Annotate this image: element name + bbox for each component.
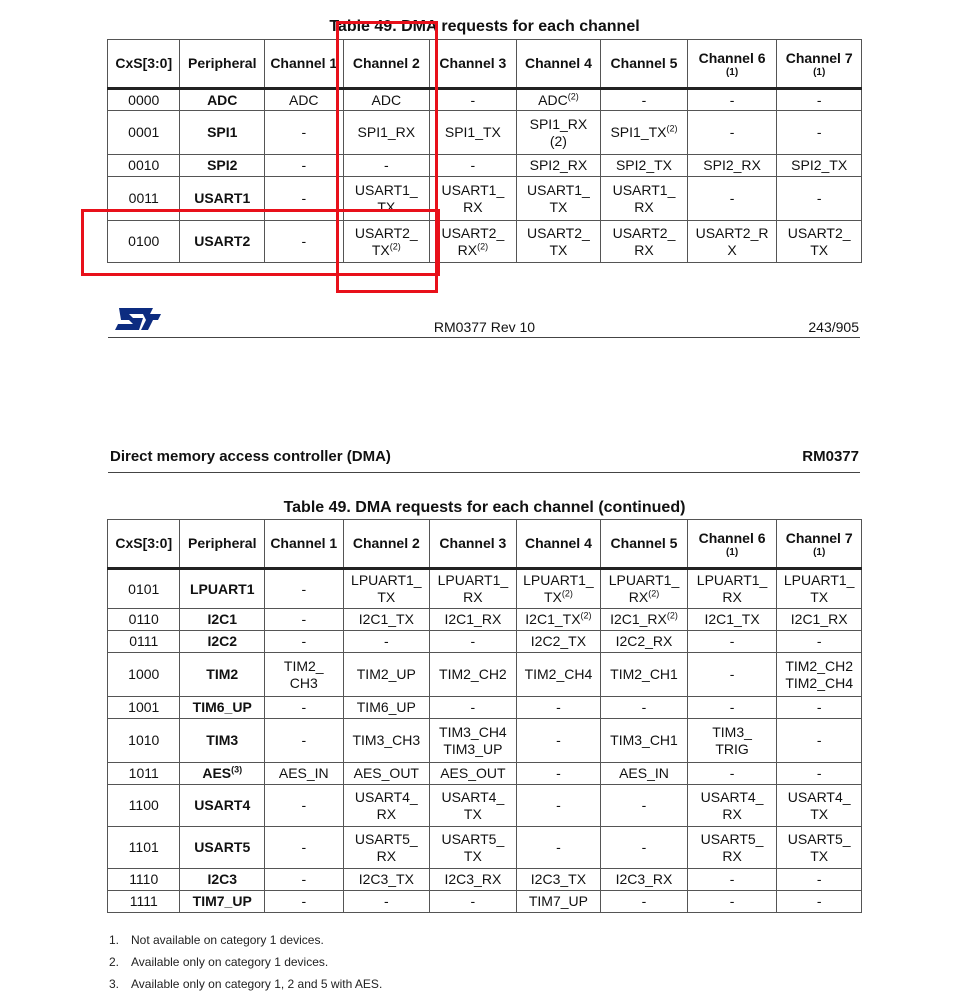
channel-cell: I2C3_TX (516, 869, 601, 891)
peripheral-cell: TIM6_UP (180, 697, 265, 719)
channel-cell: TIM3_ TRIG (687, 719, 777, 763)
channel-cell: AES_IN (601, 763, 688, 785)
channel-cell: USART1_ RX (430, 177, 517, 221)
column-header: CxS[3:0] (108, 520, 180, 569)
channel-cell: - (265, 155, 344, 177)
doc-ref: RM0377 (802, 448, 859, 465)
channel-cell: AES_OUT (343, 763, 430, 785)
channel-cell: ADC (265, 89, 344, 111)
table-row (108, 569, 862, 609)
channel-cell: LPUART1_ TX (343, 569, 430, 609)
channel-cell: - (777, 763, 862, 785)
column-header: Channel 7 (1) (777, 40, 862, 89)
channel-cell: ADC$^{(2)}$ (516, 89, 601, 111)
table-row (108, 719, 862, 763)
cxs-code-cell: 0011 (108, 177, 180, 221)
channel-cell: - (687, 891, 777, 913)
channel-cell: I2C1_TX$^{(2)}$ (516, 609, 601, 631)
channel-cell: I2C1_RX (777, 609, 862, 631)
footnote-ref: (3) (231, 764, 243, 775)
column-header: Channel 7 (1) (777, 520, 862, 569)
channel-cell: USART2_ TX$^{(2)}$ (343, 221, 430, 263)
cxs-code-cell: 0100 (108, 221, 180, 263)
table-row (108, 785, 862, 827)
channel-cell: SPI1_RX (343, 111, 430, 155)
channel-cell: I2C3_TX (343, 869, 430, 891)
channel-cell: TIM3_CH1 (601, 719, 688, 763)
channel-cell: TIM2_CH2 (430, 653, 517, 697)
cxs-code-cell: 0001 (108, 111, 180, 155)
footnote: 3. Available only on category 1, 2 and 5 with AES. (109, 977, 383, 991)
table-row (108, 609, 862, 631)
channel-cell: - (601, 785, 688, 827)
cxs-code-cell: 0010 (108, 155, 180, 177)
channel-cell: SPI2_TX (777, 155, 862, 177)
channel-cell: - (777, 111, 862, 155)
column-header: Channel 6 (1) (687, 40, 777, 89)
channel-cell: - (343, 891, 430, 913)
channel-cell: - (777, 719, 862, 763)
channel-cell: TIM7_UP (516, 891, 601, 913)
channel-cell: USART4_ TX (430, 785, 517, 827)
channel-cell: - (265, 221, 344, 263)
channel-cell: USART1_ RX (601, 177, 688, 221)
peripheral-cell: SPI2 (180, 155, 265, 177)
table-row (108, 891, 862, 913)
channel-cell: I2C1_RX$^{(2)}$ (601, 609, 688, 631)
cxs-code-cell: 1100 (108, 785, 180, 827)
channel-cell: - (265, 719, 344, 763)
table-row (108, 827, 862, 869)
channel-cell: SPI2_RX (687, 155, 777, 177)
channel-cell: I2C2_TX (516, 631, 601, 653)
channel-cell: USART5_ RX (687, 827, 777, 869)
table-header-row (108, 40, 862, 89)
channel-cell: TIM2_CH4 (516, 653, 601, 697)
channel-cell: TIM3_CH4 TIM3_UP (430, 719, 517, 763)
channel-cell: TIM3_CH3 (343, 719, 430, 763)
channel-cell: USART2_ RX$^{(2)}$ (430, 221, 517, 263)
channel-cell: SPI1_TX$^{(2)}$ (601, 111, 688, 155)
dma-requests-table-continued (107, 519, 862, 913)
channel-cell: LPUART1_ RX (430, 569, 517, 609)
cxs-code-cell: 1111 (108, 891, 180, 913)
channel-cell: AES_IN (265, 763, 344, 785)
channel-cell: - (777, 891, 862, 913)
footnote-ref: (2) (389, 240, 401, 251)
peripheral-cell: TIM7_UP (180, 891, 265, 913)
peripheral-cell: I2C2 (180, 631, 265, 653)
channel-cell: - (265, 609, 344, 631)
channel-cell: - (265, 177, 344, 221)
cxs-code-cell: 1110 (108, 869, 180, 891)
column-header: Channel 5 (601, 40, 688, 89)
table-row (108, 869, 862, 891)
footnote-ref: (2) (666, 610, 678, 621)
column-header: Peripheral (180, 40, 265, 89)
highlight-box-usart2-row (81, 209, 440, 276)
cxs-code-cell: 0101 (108, 569, 180, 609)
channel-cell: SPI2_TX (601, 155, 688, 177)
table-row (108, 111, 862, 155)
channel-cell: LPUART1_ TX$^{(2)}$ (516, 569, 601, 609)
channel-cell: I2C3_RX (430, 869, 517, 891)
footnote-ref: (2) (567, 90, 579, 101)
channel-cell: - (430, 631, 517, 653)
channel-cell: TIM2_CH1 (601, 653, 688, 697)
footnote-ref: (2) (580, 610, 592, 621)
column-header: CxS[3:0] (108, 40, 180, 89)
channel-cell: - (687, 653, 777, 697)
channel-cell: - (265, 891, 344, 913)
doc-revision: RM0377 Rev 10 (433, 319, 536, 335)
channel-cell: - (265, 569, 344, 609)
channel-cell: - (777, 631, 862, 653)
channel-cell: USART2_ TX (777, 221, 862, 263)
footnote-ref: (2) (648, 588, 660, 599)
cxs-code-cell: 0000 (108, 89, 180, 111)
channel-cell: I2C3_RX (601, 869, 688, 891)
channel-cell: - (265, 631, 344, 653)
channel-cell: - (687, 89, 777, 111)
column-header: Channel 2 (343, 520, 430, 569)
table-row (108, 653, 862, 697)
channel-cell: SPI1_TX (430, 111, 517, 155)
channel-cell: - (265, 869, 344, 891)
table-row (108, 155, 862, 177)
footnote-ref: (2) (666, 123, 678, 134)
channel-cell: - (687, 763, 777, 785)
column-header: Channel 3 (430, 520, 517, 569)
channel-cell: - (687, 111, 777, 155)
channel-cell: SPI1_RX (2) (516, 111, 601, 155)
channel-cell: - (601, 697, 688, 719)
channel-cell: - (516, 697, 601, 719)
peripheral-cell: AES$^{(3)}$ (180, 763, 265, 785)
channel-cell: - (516, 827, 601, 869)
cxs-code-cell: 1001 (108, 697, 180, 719)
header-divider (108, 472, 860, 473)
channel-cell: - (777, 177, 862, 221)
channel-cell: - (516, 763, 601, 785)
channel-cell: USART1_ TX (516, 177, 601, 221)
channel-cell: USART5_ RX (343, 827, 430, 869)
column-header: Channel 3 (430, 40, 517, 89)
channel-cell: LPUART1_ TX (777, 569, 862, 609)
channel-cell: ADC (343, 89, 430, 111)
channel-cell: USART1_ TX (343, 177, 430, 221)
channel-cell: I2C2_RX (601, 631, 688, 653)
peripheral-cell: USART2 (180, 221, 265, 263)
section-title: Direct memory access controller (DMA) (110, 448, 391, 465)
peripheral-cell: ADC (180, 89, 265, 111)
peripheral-cell: USART1 (180, 177, 265, 221)
peripheral-cell: LPUART1 (180, 569, 265, 609)
column-header: Channel 6 (1) (687, 520, 777, 569)
channel-cell: USART2_ TX (516, 221, 601, 263)
channel-cell: - (265, 697, 344, 719)
channel-cell: - (687, 177, 777, 221)
column-header: Channel 5 (601, 520, 688, 569)
peripheral-cell: SPI1 (180, 111, 265, 155)
channel-cell: I2C1_TX (687, 609, 777, 631)
footer-divider (108, 337, 860, 338)
channel-cell: - (777, 89, 862, 111)
channel-cell: - (343, 631, 430, 653)
column-header: Channel 4 (516, 520, 601, 569)
channel-cell: - (265, 785, 344, 827)
column-header: Channel 1 (265, 520, 344, 569)
column-header: Channel 2 (343, 40, 430, 89)
peripheral-cell: I2C1 (180, 609, 265, 631)
channel-cell: - (343, 155, 430, 177)
channel-cell: LPUART1_ RX (687, 569, 777, 609)
table-header-row (108, 520, 862, 569)
footnote: 2. Available only on category 1 devices. (109, 955, 329, 969)
cxs-code-cell: 1101 (108, 827, 180, 869)
table-row (108, 89, 862, 111)
channel-cell: - (516, 719, 601, 763)
channel-cell: - (777, 697, 862, 719)
table-row (108, 631, 862, 653)
channel-cell: - (265, 111, 344, 155)
channel-cell: - (687, 697, 777, 719)
page-number: 243/905 (808, 319, 859, 335)
channel-cell: - (601, 89, 688, 111)
cxs-code-cell: 1011 (108, 763, 180, 785)
column-header: Peripheral (180, 520, 265, 569)
bottom-table-caption: Table 49. DMA requests for each channel (continued) (283, 499, 686, 516)
table-row (108, 697, 862, 719)
channel-cell: SPI2_RX (516, 155, 601, 177)
channel-cell: USART2_ RX (601, 221, 688, 263)
channel-cell: - (601, 891, 688, 913)
peripheral-cell: I2C3 (180, 869, 265, 891)
channel-cell: I2C1_RX (430, 609, 517, 631)
channel-cell: - (430, 89, 517, 111)
peripheral-cell: USART4 (180, 785, 265, 827)
channel-cell: TIM2_UP (343, 653, 430, 697)
channel-cell: - (516, 785, 601, 827)
channel-cell: USART4_ TX (777, 785, 862, 827)
channel-cell: TIM2_CH2 TIM2_CH4 (777, 653, 862, 697)
column-header: Channel 1 (265, 40, 344, 89)
column-header: Channel 4 (516, 40, 601, 89)
peripheral-cell: TIM2 (180, 653, 265, 697)
channel-cell: - (430, 155, 517, 177)
cxs-code-cell: 1000 (108, 653, 180, 697)
channel-cell: - (601, 827, 688, 869)
channel-cell: USART4_ RX (687, 785, 777, 827)
channel-cell: - (687, 869, 777, 891)
footnote: 1. Not available on category 1 devices. (109, 933, 324, 947)
channel-cell: USART5_ TX (777, 827, 862, 869)
channel-cell: - (430, 891, 517, 913)
channel-cell: LPUART1_ RX$^{(2)}$ (601, 569, 688, 609)
peripheral-cell: USART5 (180, 827, 265, 869)
channel-cell: - (430, 697, 517, 719)
channel-cell: TIM6_UP (343, 697, 430, 719)
peripheral-cell: TIM3 (180, 719, 265, 763)
cxs-code-cell: 0110 (108, 609, 180, 631)
channel-cell: - (687, 631, 777, 653)
channel-cell: AES_OUT (430, 763, 517, 785)
cxs-code-cell: 1010 (108, 719, 180, 763)
top-table-caption: Table 49. DMA requests for each channel (329, 18, 640, 35)
footnote-ref: (2) (477, 240, 489, 251)
channel-cell: USART4_ RX (343, 785, 430, 827)
table-row (108, 763, 862, 785)
cxs-code-cell: 0111 (108, 631, 180, 653)
channel-cell: TIM2_ CH3 (265, 653, 344, 697)
channel-cell: - (777, 869, 862, 891)
channel-cell: USART5_ TX (430, 827, 517, 869)
channel-cell: USART2_R X (687, 221, 777, 263)
footnote-ref: (2) (561, 588, 573, 599)
channel-cell: - (265, 827, 344, 869)
channel-cell: I2C1_TX (343, 609, 430, 631)
